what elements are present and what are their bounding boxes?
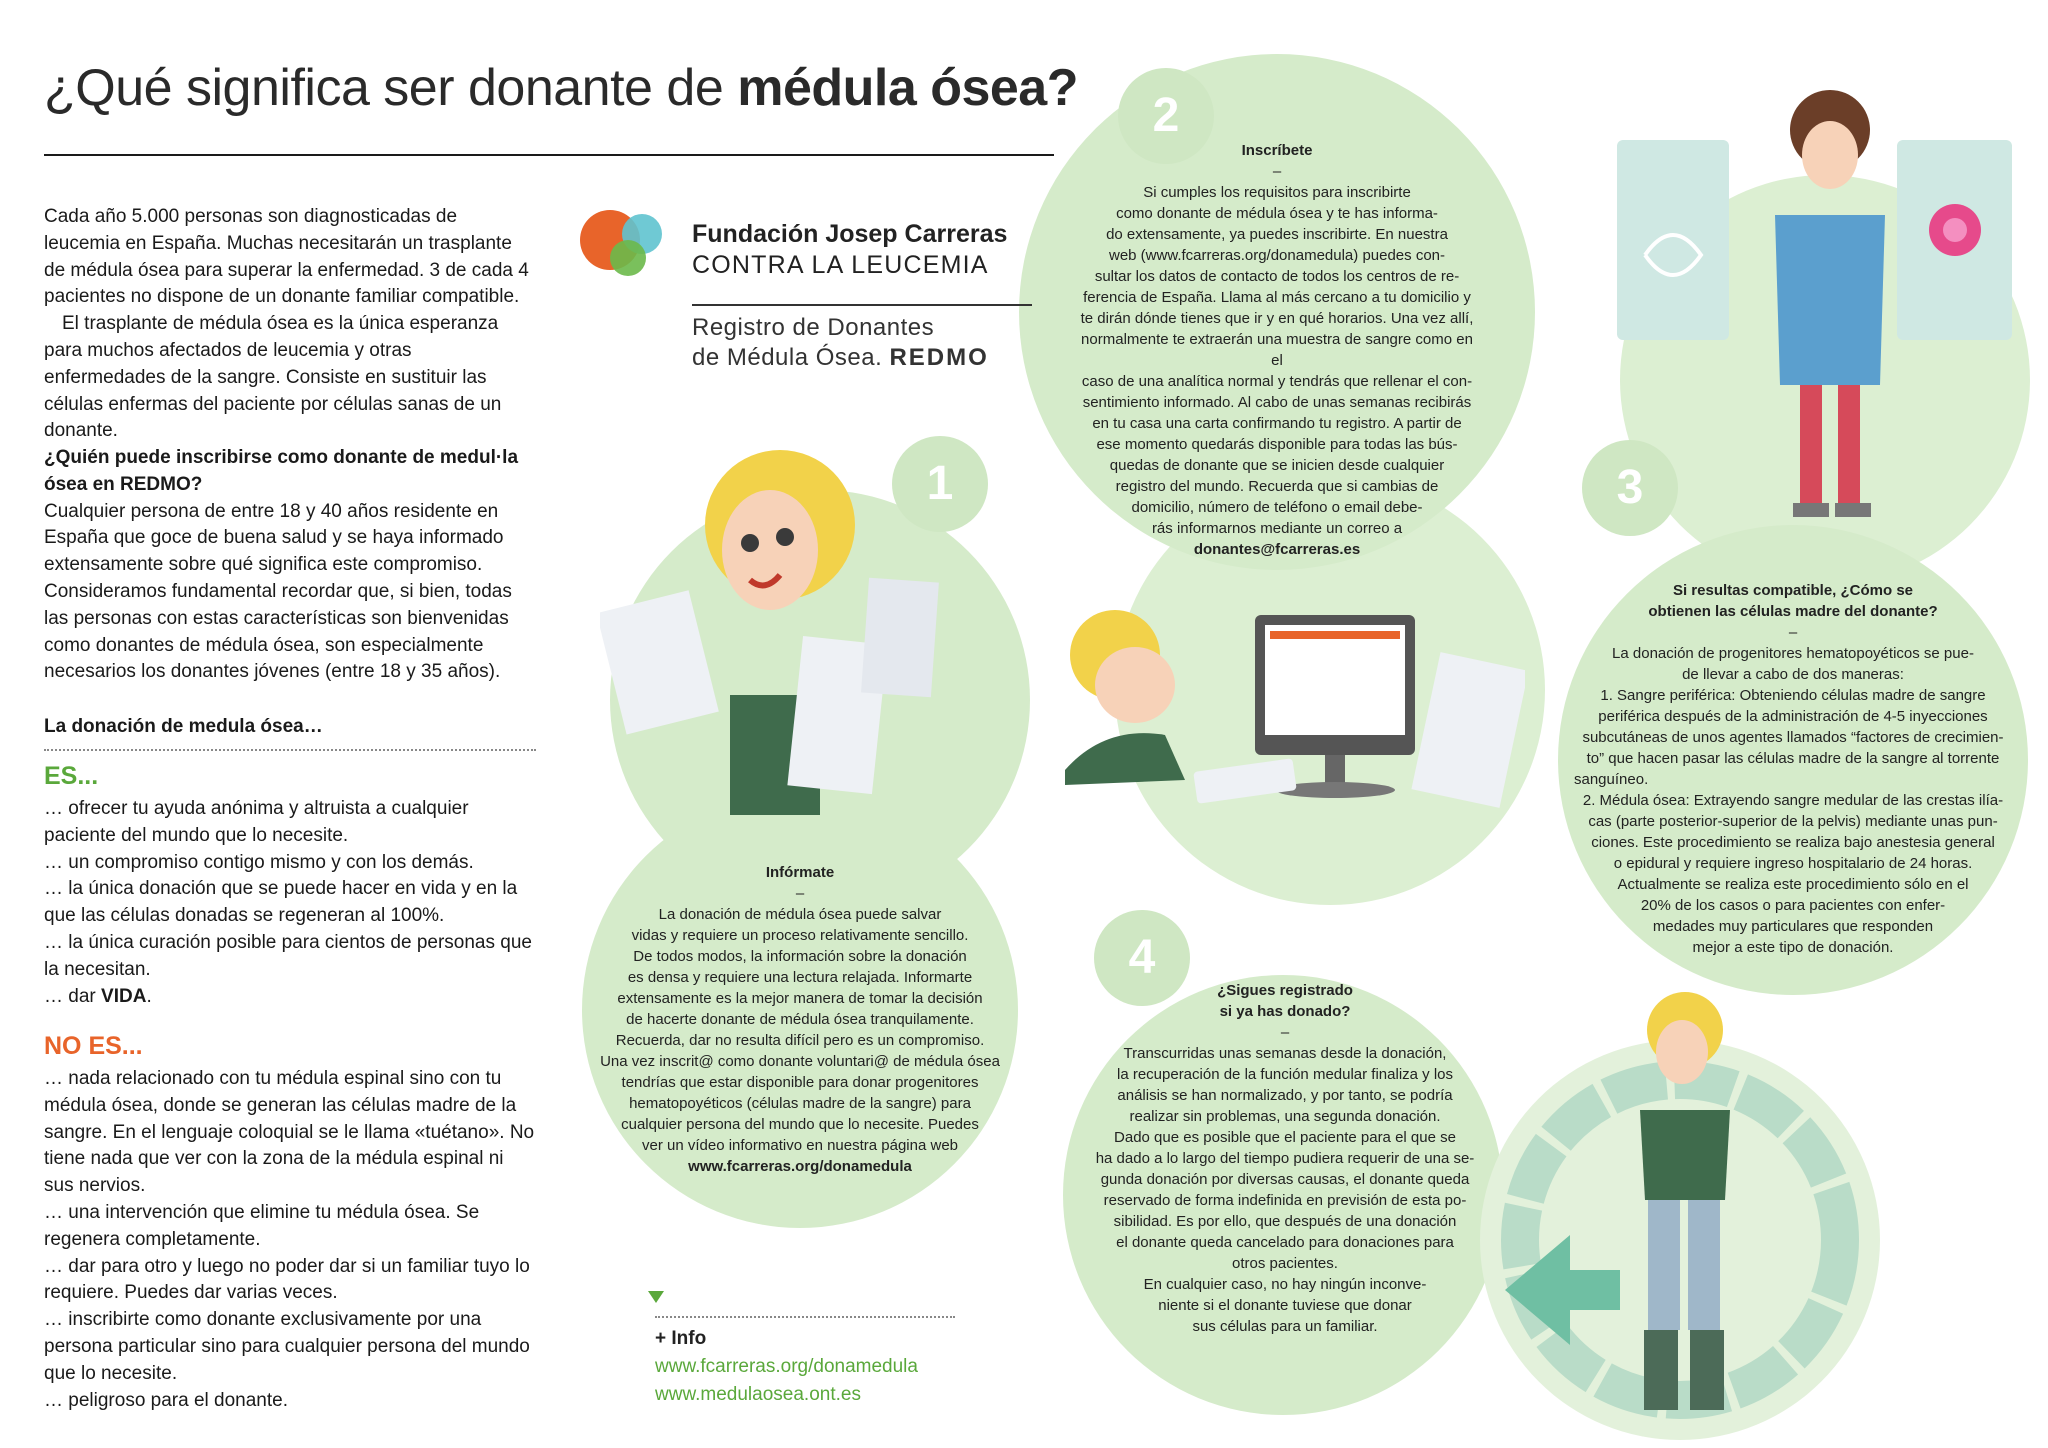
es-list [44, 796, 536, 1010]
step-4-line: el donante queda cancelado para donaciones para [1116, 1234, 1454, 1251]
step-4-line: sibilidad. Es por ello, que después de una donación [1113, 1213, 1457, 1230]
step-4-title: ¿Sigues registrado [1217, 982, 1353, 999]
info-section [655, 1325, 918, 1409]
step-3-line: ciones. Este procedimiento se realiza bajo anestesia general [1591, 834, 1995, 851]
step-3-text [1570, 580, 2016, 958]
step-3-line: cas (parte posterior-superior de la pelvis) mediante unas pun- [1588, 813, 1998, 830]
step-4-line: En cualquier caso, no hay ningún inconve- [1143, 1276, 1427, 1293]
donation-divider [44, 749, 536, 751]
step-4-line: la recuperación de la función medular finaliza y los [1116, 1066, 1454, 1083]
step-2-email[interactable]: donantes@fcarreras.es [1193, 541, 1361, 558]
who-heading: ¿Quién puede inscribirse como donante de medul·la ósea en REDMO? [44, 447, 519, 495]
woman-computer-illustration [1045, 605, 1525, 835]
step-3-title: obtienen las células madre del donante? [1648, 603, 1938, 620]
who-text: Cualquier persona de entre 18 y 40 años residente en España que goce de buena salud y se haya informado extensamente sobre qué significa este compromiso. Consideramos fundamental recordar que, si bien, todas las personas con estas características son bienvenidas como donantes de médula ósea, son especialmente necesarios los donantes jóvenes (entre 18 y 35 años). [44, 500, 512, 683]
step-2-line: sultar los datos de contacto de todos los centros de re- [1094, 268, 1460, 285]
no-es-item: … dar para otro y luego no poder dar si un familiar tuyo lo requiere. Puedes dar varias veces. [44, 1255, 530, 1304]
step-1-line: cualquier persona del mundo que lo necesite. Puedes [621, 1116, 979, 1133]
step-4-line: gunda donación por diversas causas, el donante queda [1100, 1171, 1470, 1188]
step-3-line: 20% de los casos o para pacientes con enfer- [1640, 897, 1946, 914]
step-1-link[interactable]: www.fcarreras.org/donamedula [688, 1158, 912, 1175]
es-item: … la única donación que se puede hacer en vida y en la que las células donadas se regeneran al 100%. [44, 878, 518, 927]
logo-name: Fundación Josep Carreras [692, 220, 1008, 248]
step-2-line: domicilio, número de teléfono o email debe- [1131, 499, 1423, 516]
step-3-line: de llevar a cabo de dos maneras: [1682, 666, 1904, 683]
donation-heading: La donación de medula ósea… [44, 716, 323, 737]
step-3-line: Actualmente se realiza este procedimiento sólo en el [1617, 876, 1969, 893]
step-1-line: Recuerda, dar no resulta difícil pero es un compromiso. [615, 1032, 985, 1049]
woman-standing-illustration [1620, 990, 1750, 1430]
es-item: … un compromiso contigo mismo y con los demás. [44, 851, 474, 873]
step-2-line: quedas de donante que se inicien desde cualquier [1109, 457, 1445, 474]
registry-line-2: de Médula Ósea. REDMO [692, 344, 989, 371]
step-1-text [580, 862, 1020, 1177]
step-2-line: en tu casa una carta confirmando tu registro. A partir de [1092, 415, 1462, 432]
step-3-line: sanguíneo. [1574, 771, 1649, 788]
fundacion-logo-icon [578, 206, 674, 278]
step-3-line: mejor a este tipo de donación. [1692, 939, 1894, 956]
info-label: + Info [655, 1328, 707, 1349]
step-2-line: ferencia de España. Llama al más cercano a tu domicilio y [1083, 289, 1471, 306]
doctor-illustration [1615, 85, 2025, 525]
info-link-ont[interactable]: www.medulaosea.ont.es [655, 1384, 861, 1405]
step-3-line: 1. Sangre periférica: Obteniendo células madre de sangre [1600, 687, 1986, 704]
step-3-line: periférica después de la administración de 4-5 inyecciones [1598, 708, 1988, 725]
info-divider [655, 1316, 955, 1318]
step-4-line: análisis se han normalizado, y por tanto, se podría [1117, 1087, 1453, 1104]
step-1-title: Infórmate [765, 864, 835, 881]
es-item: … ofrecer tu ayuda anónima y altruista a cualquier paciente del mundo que lo necesite. [44, 798, 469, 846]
step-3-line: to” que hacen pasar las células madre de la sangre al torrente [1586, 750, 2000, 767]
no-es-item: … una intervención que elimine tu médula ósea. Se regenera completamente. [44, 1201, 480, 1250]
intro-section [44, 204, 536, 445]
info-marker-icon [648, 1291, 664, 1303]
step-4-line: sus células para un familiar. [1192, 1318, 1378, 1335]
no-es-item: … inscribirte como donante exclusivamente por una persona particular sino para cualquier persona del mundo que lo necesite. [44, 1309, 530, 1384]
step-1-line: tendrías que estar disponible para donar progenitores [621, 1074, 979, 1091]
step-3-title: Si resultas compatible, ¿Cómo se [1672, 582, 1914, 599]
step-1-number: 1 [892, 436, 988, 532]
step-3-dash: – [1788, 624, 1798, 641]
registry-line-1: Registro de Donantes [692, 314, 935, 341]
step-1-line: extensamente es la mejor manera de tomar la decisión [617, 990, 983, 1007]
step-4-line: Dado que es posible que el paciente para el que se [1114, 1129, 1456, 1146]
step-2-line: caso de una analítica normal y tendrás que rellenar el con- [1081, 373, 1473, 390]
who-section [44, 445, 536, 686]
step-1-line: de hacerte donante de médula ósea tranquilamente. [626, 1011, 974, 1028]
info-link-fcarreras[interactable]: www.fcarreras.org/donamedula [655, 1356, 918, 1377]
title-rule [44, 154, 1054, 156]
es-item: … la única curación posible para cientos de personas que la necesitan. [44, 931, 532, 980]
step-2-line: sentimiento informado. Al cabo de unas semanas recibirás [1082, 394, 1472, 411]
step-3-line: La donación de progenitores hematopoyéticos se pue- [1612, 645, 1974, 662]
step-3-line: 2. Médula ósea: Extrayendo sangre medular de las crestas ilía- [1582, 792, 2004, 809]
step-2-title: Inscríbete [1241, 142, 1313, 159]
page-title: ¿Qué significa ser donante de médula ósea? [44, 59, 1078, 117]
step-1-line: La donación de médula ósea puede salvar [658, 906, 942, 923]
step-2-line: web (www.fcarreras.org/donamedula) puedes con- [1109, 247, 1445, 264]
step-4-line: niente si el donante tuviese que donar [1158, 1297, 1412, 1314]
step-2-line: rás informarnos mediante un correo a [1151, 520, 1403, 537]
logo-subtitle: CONTRA LA LEUCEMIA [692, 251, 989, 279]
step-4-text [1080, 980, 1490, 1337]
step-1-dash: – [795, 885, 805, 902]
step-4-dash: – [1280, 1024, 1290, 1041]
step-4-line: Transcurridas unas semanas desde la donación, [1123, 1045, 1447, 1062]
no-es-item: … nada relacionado con tu médula espinal sino con tu médula ósea, donde se generan las células madre de la sangre. En el lenguaje coloquial se le llama «tuétano». No tiene nada que ver con la zona de la médula espinal ni sus nervios. [44, 1068, 535, 1197]
step-2-number: 2 [1118, 68, 1214, 164]
step-4-line: otros pacientes. [1232, 1255, 1338, 1272]
step-4-title: si ya has donado? [1219, 1003, 1351, 1020]
step-3-line: subcutáneas de unos agentes llamados “factores de crecimien- [1582, 729, 2004, 746]
step-4-line: realizar sin problemas, una segunda donación. [1129, 1108, 1441, 1125]
step-2-line: registro del mundo. Recuerda que si cambias de [1115, 478, 1439, 495]
step-2-line: do extensamente, ya puedes inscribirte. En nuestra [1106, 226, 1448, 243]
step-3-line: o epidural y requiere ingreso hospitalario de 24 horas. [1613, 855, 1973, 872]
step-2-line: como donante de médula ósea y te has informa- [1116, 205, 1438, 222]
step-4-line: ha dado a lo largo del tiempo pudiera requerir de una se- [1095, 1150, 1475, 1167]
step-1-line: ver un vídeo informativo en nuestra página web [641, 1137, 959, 1154]
no-es-list [44, 1066, 536, 1414]
es-item-last: … dar VIDA. [44, 985, 152, 1007]
no-es-item: … peligroso para el donante. [44, 1389, 288, 1411]
step-4-line: reservado de forma indefinida en previsión de esta po- [1103, 1192, 1467, 1209]
intro-paragraph-2: El trasplante de médula ósea es la única esperanza para muchos afectados de leucemia y otras enfermedades de la sangre. Consiste en sustituir las células enfermas del paciente por células sanas de un donante. [44, 313, 502, 442]
step-1-line: es densa y requiere una lectura relajada. Informarte [627, 969, 973, 986]
step-2-line: te dirán dónde tienes que ir y en qué horarios. Una vez allí, [1080, 310, 1474, 327]
es-label: ES... [44, 762, 99, 790]
step-2-text [1077, 140, 1477, 560]
step-2-line: ese momento quedarás disponible para todas las bús- [1096, 436, 1458, 453]
step-1-line: vidas y requiere un proceso relativamente sencillo. [631, 927, 969, 944]
step-1-line: De todos modos, la información sobre la donación [633, 948, 967, 965]
step-4-number: 4 [1094, 910, 1190, 1006]
logo-rule [692, 304, 1032, 306]
step-3-number: 3 [1582, 440, 1678, 536]
step-1-line: Una vez inscrit@ como donante voluntari@ de médula ósea [600, 1053, 1000, 1070]
step-2-dash: – [1272, 163, 1282, 180]
step-1-line: hematopoyéticos (células madre de la sangre) para [629, 1095, 971, 1112]
step-3-line: medades muy particulares que responden [1652, 918, 1934, 935]
no-es-label: NO ES... [44, 1032, 143, 1060]
intro-paragraph-1: Cada año 5.000 personas son diagnosticadas de leucemia en España. Muchas necesitarán un trasplante de médula ósea para superar la enfermedad. 3 de cada 4 pacientes no dispone de un donante familiar compatible. [44, 206, 529, 308]
step-2-line: normalmente te extraerán una muestra de sangre como en el [1081, 331, 1473, 369]
step-2-line: Si cumples los requisitos para inscribirte [1143, 184, 1411, 201]
